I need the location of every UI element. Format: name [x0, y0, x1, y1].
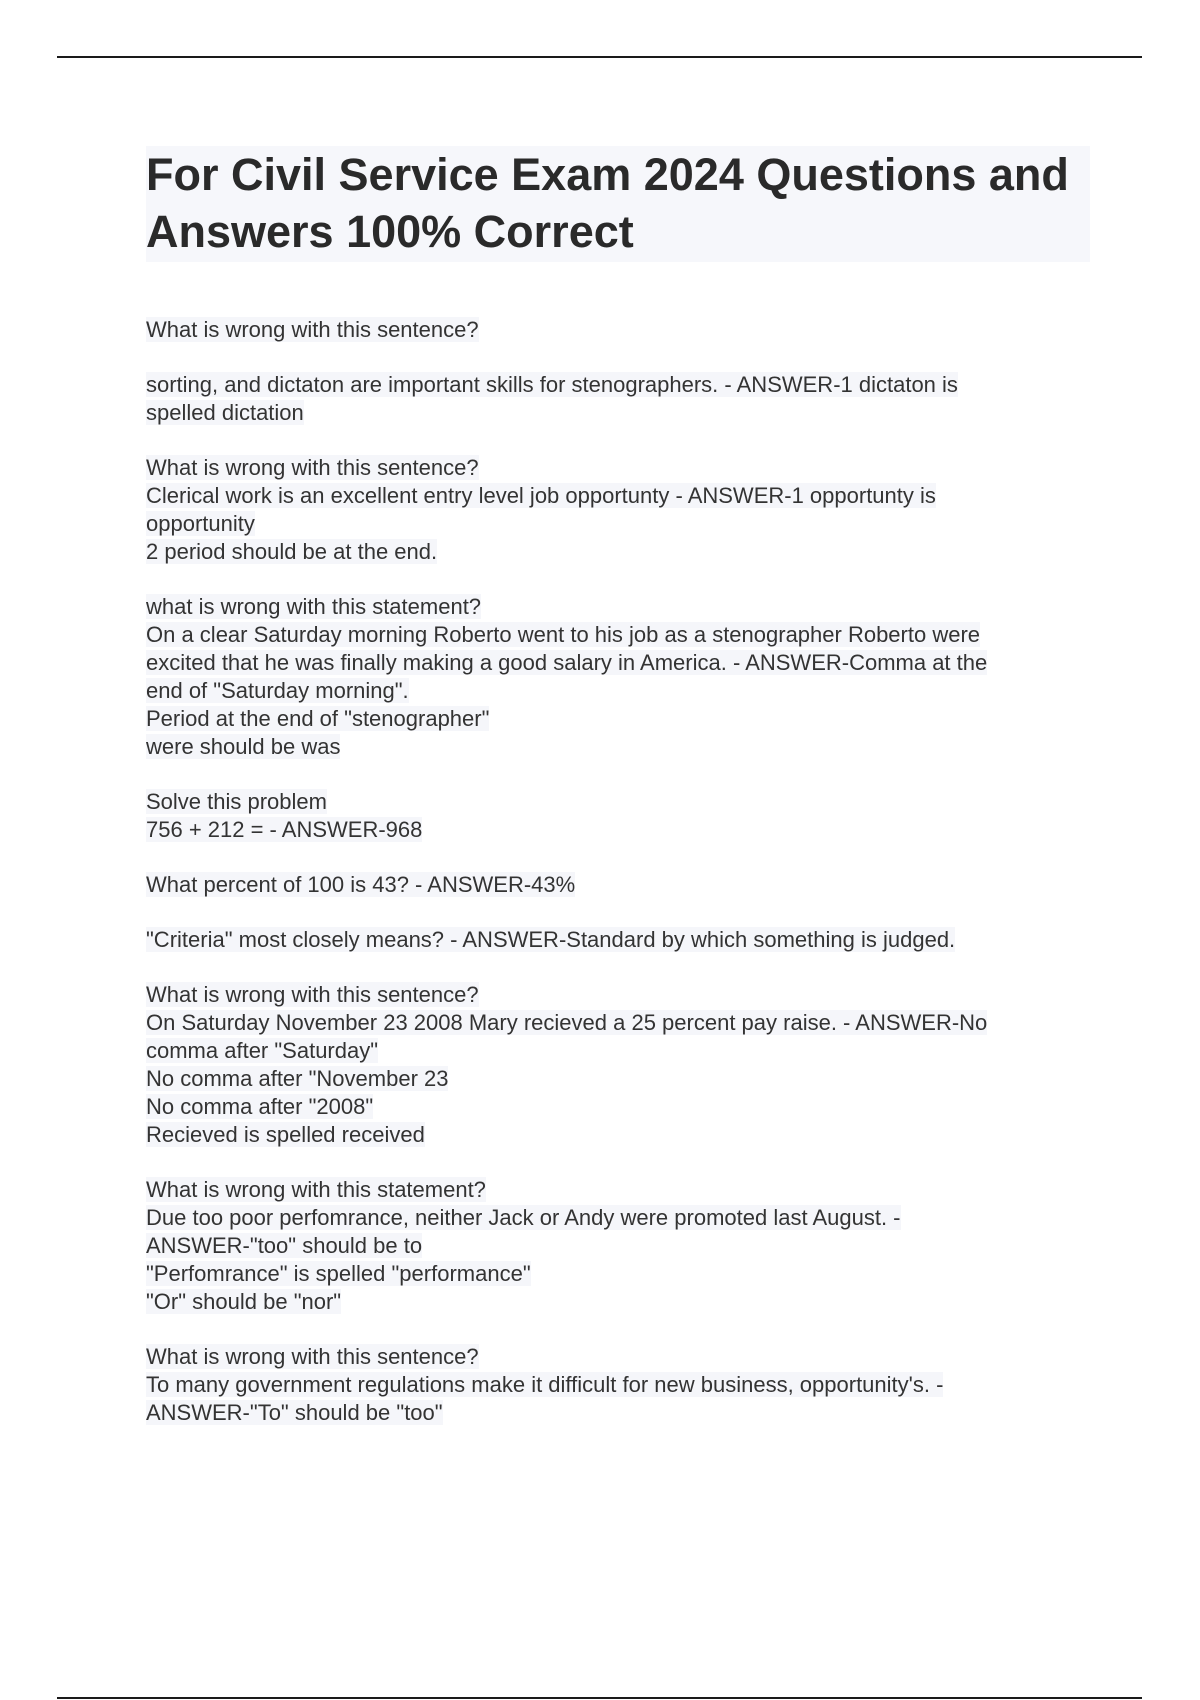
qa-line [146, 1232, 1090, 1260]
qa-line [146, 649, 1090, 677]
qa-line-text: 2 period should be at the end. [146, 539, 438, 564]
blank-line [146, 344, 1090, 371]
qa-line-text: What is wrong with this statement? [146, 1177, 486, 1202]
qa-item [146, 454, 1090, 566]
qa-line-text: were should be was [146, 734, 341, 759]
qa-line [146, 1121, 1090, 1149]
qa-line-text: opportunity [146, 511, 255, 536]
qa-line [146, 816, 1090, 844]
qa-line [146, 371, 1090, 399]
qa-line [146, 677, 1090, 705]
qa-line [146, 510, 1090, 538]
qa-line-text: Solve this problem [146, 789, 327, 814]
qa-line [146, 399, 1090, 427]
qa-item [146, 871, 1090, 899]
qa-line-text: end of "Saturday morning". [146, 678, 409, 703]
qa-line [146, 538, 1090, 566]
qa-line-text: "Criteria" most closely means? - ANSWER-Standard by which something is judged. [146, 927, 956, 952]
qa-item [146, 593, 1090, 761]
qa-line-text: Due too poor perfomrance, neither Jack or Andy were promoted last August. - [146, 1205, 901, 1230]
qa-line [146, 1288, 1090, 1316]
qa-line-text: sorting, and dictaton are important skills for stenographers. - ANSWER-1 dictaton is [146, 372, 958, 397]
qa-line-text: Recieved is spelled received [146, 1122, 425, 1147]
qa-item [146, 926, 1090, 954]
qa-line [146, 482, 1090, 510]
qa-item [146, 1176, 1090, 1316]
qa-list [146, 316, 1090, 1427]
qa-line-text: comma after "Saturday" [146, 1038, 379, 1063]
qa-line-text: Period at the end of "stenographer" [146, 706, 490, 731]
qa-line-text: ANSWER-"To" should be "too" [146, 1400, 443, 1425]
qa-item [146, 981, 1090, 1149]
qa-line [146, 1093, 1090, 1121]
qa-line-text: "Perfomrance" is spelled "performance" [146, 1261, 531, 1286]
qa-line-text: 756 + 212 = - ANSWER-968 [146, 817, 423, 842]
qa-line [146, 1371, 1090, 1399]
qa-line [146, 871, 1090, 899]
qa-line [146, 593, 1090, 621]
document-title: For Civil Service Exam 2024 Questions and Answers 100% Correct [146, 146, 1090, 262]
qa-line-text: On a clear Saturday morning Roberto went to his job as a stenographer Roberto were [146, 622, 981, 647]
qa-line [146, 1176, 1090, 1204]
qa-line [146, 1343, 1090, 1371]
qa-item [146, 316, 1090, 427]
qa-line [146, 926, 1090, 954]
qa-line-text: What percent of 100 is 43? - ANSWER-43% [146, 872, 576, 897]
qa-line-text: On Saturday November 23 2008 Mary recieved a 25 percent pay raise. - ANSWER-No [146, 1010, 988, 1035]
qa-line [146, 788, 1090, 816]
qa-item [146, 788, 1090, 844]
qa-line [146, 1065, 1090, 1093]
qa-item [146, 1343, 1090, 1427]
qa-line-text: No comma after "2008" [146, 1094, 374, 1119]
qa-line-text: what is wrong with this statement? [146, 594, 482, 619]
qa-line-text: Clerical work is an excellent entry level job opportunty - ANSWER-1 opportunty is [146, 483, 936, 508]
qa-line [146, 1037, 1090, 1065]
qa-line [146, 316, 1090, 344]
qa-line [146, 733, 1090, 761]
qa-line [146, 454, 1090, 482]
qa-line-text: What is wrong with this sentence? [146, 317, 479, 342]
qa-line-text: No comma after "November 23 [146, 1066, 449, 1091]
qa-line-text: excited that he was finally making a good salary in America. - ANSWER-Comma at the [146, 650, 988, 675]
qa-line-text: What is wrong with this sentence? [146, 455, 479, 480]
qa-line-text: What is wrong with this sentence? [146, 982, 479, 1007]
qa-line-text: spelled dictation [146, 400, 304, 425]
qa-line [146, 621, 1090, 649]
qa-line-text: What is wrong with this sentence? [146, 1344, 479, 1369]
qa-line [146, 1204, 1090, 1232]
qa-line-text: ANSWER-"too" should be to [146, 1233, 423, 1258]
top-rule [57, 56, 1142, 58]
qa-line [146, 1399, 1090, 1427]
bottom-rule [57, 1697, 1142, 1699]
qa-line [146, 705, 1090, 733]
qa-line-text: To many government regulations make it difficult for new business, opportunity's. - [146, 1372, 944, 1397]
qa-line [146, 1260, 1090, 1288]
qa-line [146, 1009, 1090, 1037]
page-content [146, 146, 1090, 1454]
qa-line-text: "Or" should be "nor" [146, 1289, 342, 1314]
qa-line [146, 981, 1090, 1009]
